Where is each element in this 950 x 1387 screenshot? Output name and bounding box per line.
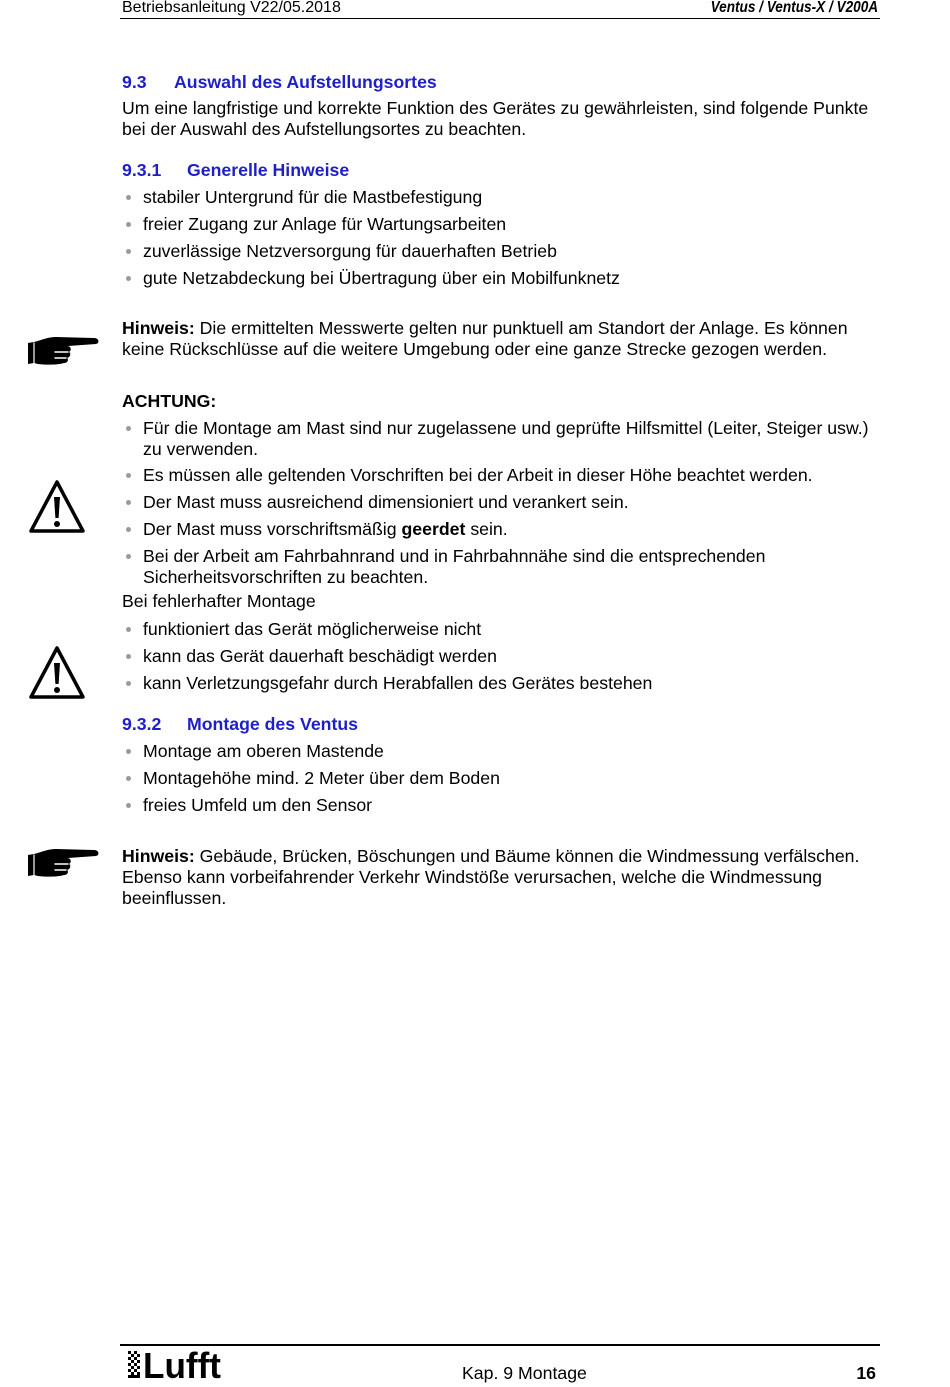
faulty-intro: Bei fehlerhafter Montage — [122, 590, 316, 611]
bullet-icon — [126, 249, 131, 254]
bullet-icon — [126, 222, 131, 227]
header-rule — [120, 18, 880, 20]
list-item-emphasis: geerdet — [401, 518, 466, 539]
note-text: Gebäude, Brücken, Böschungen und Bäume können die Windmessung verfälschen. Ebenso kann vorbeifahrender Verkehr Windstöße verursachen, welche die Windmessung beeinflussen. — [122, 845, 860, 908]
bullet-icon — [126, 195, 131, 200]
subsection-title: Generelle Hinweise — [187, 159, 350, 180]
header-product: Ventus / Ventus-X / V200A — [710, 0, 878, 16]
subsection-heading-general — [122, 160, 882, 181]
logo-wordmark: Lufft — [143, 1347, 222, 1381]
subsection-number: 9.3.1 — [122, 159, 162, 180]
bullet-icon — [126, 426, 131, 431]
section-number: 9.3 — [122, 71, 147, 92]
bullet-icon — [126, 681, 131, 686]
list-item — [143, 768, 888, 789]
list-item-text: Es müssen alle geltenden Vorschriften bei der Arbeit in dieser Höhe beachtet werden. — [143, 464, 813, 485]
list-item-text: freier Zugang zur Anlage für Wartungsarbeiten — [143, 213, 507, 234]
note-general — [122, 318, 887, 360]
bullet-icon — [126, 654, 131, 659]
list-item-text: zuverlässige Netzversorgung für dauerhaften Betrieb — [143, 240, 557, 261]
list-item-text: gute Netzabdeckung bei Übertragung über ein Mobilfunknetz — [143, 267, 620, 288]
list-item-text: sein. — [470, 518, 508, 539]
section-intro: Um eine langfristige und korrekte Funktion des Gerätes zu gewährleisten, sind folgende Punkte bei der Auswahl des Aufstellungsortes zu beachten. — [122, 97, 869, 139]
bullet-icon — [126, 749, 131, 754]
list-item — [143, 214, 888, 235]
section-title: Auswahl des Aufstellungsortes — [174, 71, 437, 92]
bullet-icon — [126, 803, 131, 808]
list-item-text: Montage am oberen Mastende — [143, 740, 384, 761]
bullet-icon — [126, 473, 131, 478]
list-item-text: Der Mast muss vorschriftsmäßig — [143, 518, 397, 539]
bullet-icon — [126, 276, 131, 281]
footer-rule — [120, 1344, 880, 1346]
page-number: 16 — [856, 1362, 876, 1383]
lufft-logo — [128, 1347, 222, 1381]
subsection-title: Montage des Ventus — [187, 713, 359, 734]
note-label: Hinweis: — [122, 845, 195, 866]
list-item — [143, 268, 888, 289]
warning-triangle-icon — [28, 644, 86, 701]
bullet-icon — [126, 776, 131, 781]
list-item — [143, 492, 888, 513]
note-label: Hinweis: — [122, 317, 195, 338]
list-item-text: Bei der Arbeit am Fahrbahnrand und in Fahrbahnnähe sind die entsprechenden Sicherheitsvorschriften zu beachten. — [143, 545, 766, 587]
list-item-text: Der Mast muss ausreichend dimensioniert und verankert sein. — [143, 491, 629, 512]
list-item — [143, 619, 888, 640]
list-item-text: kann Verletzungsgefahr durch Herabfallen des Gerätes bestehen — [143, 672, 653, 693]
list-item — [143, 546, 888, 588]
caution-label: ACHTUNG: — [122, 390, 217, 411]
pointing-hand-icon — [28, 846, 100, 878]
list-item-text: funktioniert das Gerät möglicherweise nicht — [143, 618, 482, 639]
section-heading — [122, 72, 882, 93]
list-item — [143, 646, 888, 667]
bullet-icon — [126, 500, 131, 505]
list-item-text: freies Umfeld um den Sensor — [143, 794, 373, 815]
list-item — [143, 241, 888, 262]
list-item — [143, 519, 888, 540]
list-item — [143, 418, 888, 460]
footer-chapter: Kap. 9 Montage — [462, 1362, 587, 1383]
list-item-text: stabiler Untergrund für die Mastbefestigung — [143, 186, 483, 207]
list-item-text: kann das Gerät dauerhaft beschädigt werden — [143, 645, 497, 666]
list-item — [143, 673, 888, 694]
pointing-hand-icon — [28, 334, 100, 366]
note-text: Die ermittelten Messwerte gelten nur punktuell am Standort der Anlage. Es können keine Rückschlüsse auf die weitere Umgebung oder eine ganze Strecke gezogen werden. — [122, 317, 848, 359]
header-doc-version: Betriebsanleitung V22/05.2018 — [122, 0, 341, 16]
list-item-text: Montagehöhe mind. 2 Meter über dem Boden — [143, 767, 500, 788]
list-item — [143, 465, 888, 486]
bullet-icon — [126, 554, 131, 559]
list-item — [143, 187, 888, 208]
bullet-icon — [126, 627, 131, 632]
list-item — [143, 795, 888, 816]
subsection-number: 9.3.2 — [122, 713, 162, 734]
list-item-text: Für die Montage am Mast sind nur zugelassene und geprüfte Hilfsmittel (Leiter, Steiger usw.) zu verwenden. — [143, 417, 869, 459]
list-item — [143, 741, 888, 762]
subsection-heading-mounting — [122, 714, 882, 735]
bullet-icon — [126, 527, 131, 532]
warning-triangle-icon — [28, 478, 86, 535]
note-mounting — [122, 846, 887, 909]
